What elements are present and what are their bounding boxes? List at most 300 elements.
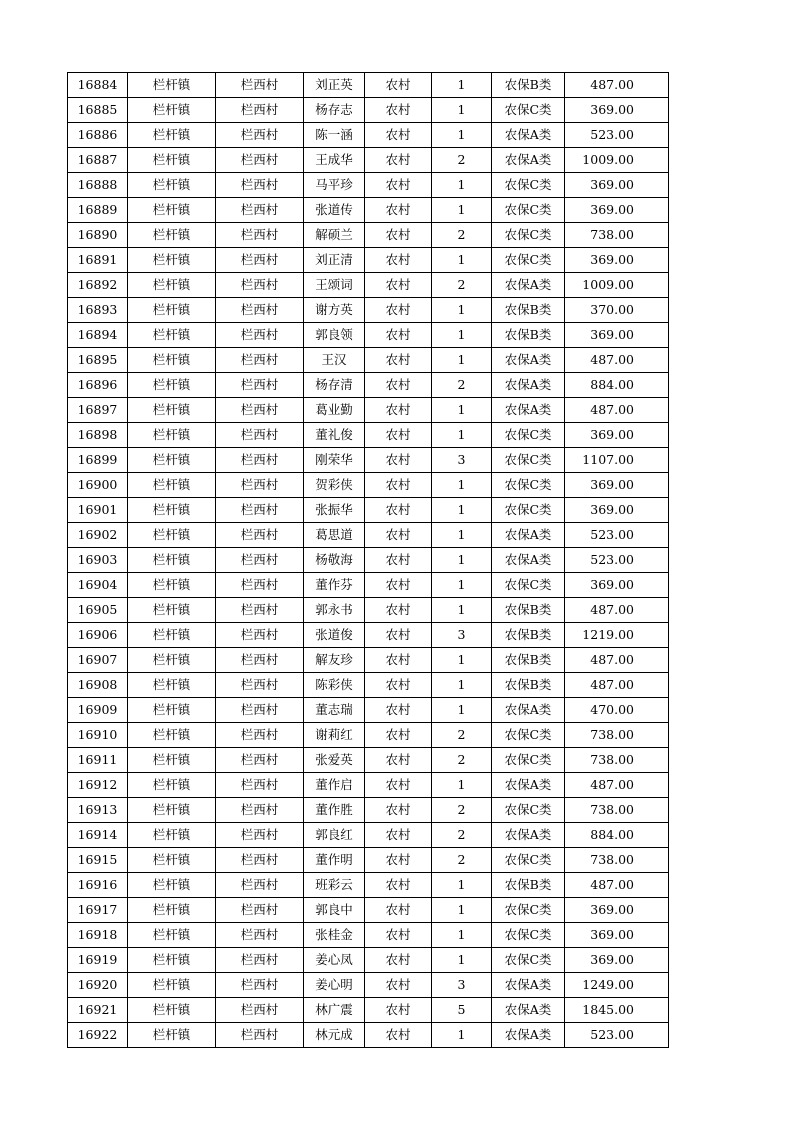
table-row <box>68 648 669 673</box>
cell-member-count: 2 <box>432 798 492 823</box>
cell-household-type: 农村 <box>365 773 432 798</box>
cell-township: 栏杆镇 <box>128 773 216 798</box>
cell-household-type: 农村 <box>365 698 432 723</box>
cell-township: 栏杆镇 <box>128 873 216 898</box>
cell-amount: 1249.00 <box>565 973 669 998</box>
cell-household-type: 农村 <box>365 673 432 698</box>
table-row <box>68 423 669 448</box>
cell-village: 栏西村 <box>216 248 304 273</box>
cell-township: 栏杆镇 <box>128 948 216 973</box>
cell-amount: 369.00 <box>565 173 669 198</box>
cell-village: 栏西村 <box>216 873 304 898</box>
cell-village: 栏西村 <box>216 573 304 598</box>
cell-insurance-category: 农保A类 <box>492 273 565 298</box>
cell-person-name: 张振华 <box>304 498 365 523</box>
table-row <box>68 948 669 973</box>
cell-record-id: 16904 <box>68 573 128 598</box>
table-row <box>68 1023 669 1048</box>
cell-insurance-category: 农保B类 <box>492 323 565 348</box>
cell-township: 栏杆镇 <box>128 198 216 223</box>
cell-record-id: 16894 <box>68 323 128 348</box>
cell-amount: 738.00 <box>565 748 669 773</box>
cell-insurance-category: 农保A类 <box>492 823 565 848</box>
cell-record-id: 16912 <box>68 773 128 798</box>
table-row <box>68 998 669 1023</box>
cell-member-count: 1 <box>432 698 492 723</box>
cell-village: 栏西村 <box>216 598 304 623</box>
cell-amount: 738.00 <box>565 798 669 823</box>
cell-village: 栏西村 <box>216 548 304 573</box>
cell-household-type: 农村 <box>365 598 432 623</box>
cell-person-name: 杨存志 <box>304 98 365 123</box>
cell-member-count: 1 <box>432 398 492 423</box>
cell-member-count: 1 <box>432 673 492 698</box>
cell-village: 栏西村 <box>216 173 304 198</box>
cell-amount: 369.00 <box>565 473 669 498</box>
cell-insurance-category: 农保A类 <box>492 998 565 1023</box>
cell-person-name: 郭良中 <box>304 898 365 923</box>
cell-member-count: 1 <box>432 348 492 373</box>
table-row <box>68 98 669 123</box>
cell-record-id: 16917 <box>68 898 128 923</box>
cell-township: 栏杆镇 <box>128 348 216 373</box>
cell-amount: 523.00 <box>565 523 669 548</box>
cell-village: 栏西村 <box>216 348 304 373</box>
cell-village: 栏西村 <box>216 823 304 848</box>
cell-village: 栏西村 <box>216 523 304 548</box>
cell-member-count: 1 <box>432 198 492 223</box>
cell-township: 栏杆镇 <box>128 523 216 548</box>
cell-village: 栏西村 <box>216 623 304 648</box>
table-row <box>68 623 669 648</box>
cell-township: 栏杆镇 <box>128 173 216 198</box>
cell-household-type: 农村 <box>365 373 432 398</box>
cell-person-name: 杨存清 <box>304 373 365 398</box>
cell-village: 栏西村 <box>216 973 304 998</box>
cell-household-type: 农村 <box>365 523 432 548</box>
cell-insurance-category: 农保A类 <box>492 973 565 998</box>
table-row <box>68 298 669 323</box>
cell-township: 栏杆镇 <box>128 998 216 1023</box>
cell-insurance-category: 农保C类 <box>492 498 565 523</box>
cell-person-name: 谢方英 <box>304 298 365 323</box>
cell-township: 栏杆镇 <box>128 648 216 673</box>
cell-record-id: 16896 <box>68 373 128 398</box>
cell-amount: 369.00 <box>565 248 669 273</box>
table-row <box>68 348 669 373</box>
cell-village: 栏西村 <box>216 98 304 123</box>
cell-insurance-category: 农保C类 <box>492 573 565 598</box>
cell-record-id: 16890 <box>68 223 128 248</box>
cell-amount: 487.00 <box>565 348 669 373</box>
cell-household-type: 农村 <box>365 148 432 173</box>
cell-member-count: 1 <box>432 473 492 498</box>
cell-household-type: 农村 <box>365 648 432 673</box>
cell-member-count: 2 <box>432 848 492 873</box>
cell-village: 栏西村 <box>216 923 304 948</box>
cell-person-name: 董作启 <box>304 773 365 798</box>
cell-township: 栏杆镇 <box>128 548 216 573</box>
cell-insurance-category: 农保B类 <box>492 648 565 673</box>
cell-insurance-category: 农保C类 <box>492 98 565 123</box>
cell-township: 栏杆镇 <box>128 698 216 723</box>
table-row <box>68 823 669 848</box>
table-row <box>68 548 669 573</box>
cell-member-count: 1 <box>432 523 492 548</box>
cell-member-count: 1 <box>432 298 492 323</box>
cell-person-name: 陈一涵 <box>304 123 365 148</box>
cell-member-count: 2 <box>432 748 492 773</box>
cell-township: 栏杆镇 <box>128 898 216 923</box>
cell-member-count: 1 <box>432 98 492 123</box>
cell-household-type: 农村 <box>365 848 432 873</box>
cell-township: 栏杆镇 <box>128 223 216 248</box>
cell-amount: 523.00 <box>565 548 669 573</box>
cell-township: 栏杆镇 <box>128 673 216 698</box>
cell-person-name: 杨敬海 <box>304 548 365 573</box>
cell-insurance-category: 农保C类 <box>492 923 565 948</box>
cell-record-id: 16886 <box>68 123 128 148</box>
cell-insurance-category: 农保B类 <box>492 873 565 898</box>
cell-township: 栏杆镇 <box>128 723 216 748</box>
table-row <box>68 73 669 98</box>
cell-person-name: 林广震 <box>304 998 365 1023</box>
cell-village: 栏西村 <box>216 798 304 823</box>
cell-township: 栏杆镇 <box>128 123 216 148</box>
cell-record-id: 16897 <box>68 398 128 423</box>
cell-amount: 369.00 <box>565 498 669 523</box>
cell-insurance-category: 农保C类 <box>492 848 565 873</box>
cell-household-type: 农村 <box>365 823 432 848</box>
cell-amount: 369.00 <box>565 198 669 223</box>
cell-township: 栏杆镇 <box>128 248 216 273</box>
cell-township: 栏杆镇 <box>128 598 216 623</box>
table-row <box>68 923 669 948</box>
cell-amount: 1845.00 <box>565 998 669 1023</box>
cell-amount: 369.00 <box>565 573 669 598</box>
cell-township: 栏杆镇 <box>128 373 216 398</box>
table-row <box>68 523 669 548</box>
cell-record-id: 16913 <box>68 798 128 823</box>
cell-record-id: 16887 <box>68 148 128 173</box>
cell-member-count: 1 <box>432 548 492 573</box>
cell-township: 栏杆镇 <box>128 748 216 773</box>
cell-insurance-category: 农保A类 <box>492 373 565 398</box>
cell-record-id: 16918 <box>68 923 128 948</box>
cell-person-name: 王汉 <box>304 348 365 373</box>
cell-township: 栏杆镇 <box>128 823 216 848</box>
cell-township: 栏杆镇 <box>128 98 216 123</box>
cell-person-name: 贺彩侠 <box>304 473 365 498</box>
table-row <box>68 898 669 923</box>
cell-village: 栏西村 <box>216 448 304 473</box>
cell-amount: 487.00 <box>565 73 669 98</box>
cell-amount: 487.00 <box>565 773 669 798</box>
cell-insurance-category: 农保A类 <box>492 698 565 723</box>
cell-township: 栏杆镇 <box>128 573 216 598</box>
cell-record-id: 16895 <box>68 348 128 373</box>
cell-record-id: 16905 <box>68 598 128 623</box>
cell-member-count: 2 <box>432 373 492 398</box>
table-row <box>68 473 669 498</box>
cell-record-id: 16900 <box>68 473 128 498</box>
cell-household-type: 农村 <box>365 923 432 948</box>
cell-person-name: 解硕兰 <box>304 223 365 248</box>
cell-record-id: 16889 <box>68 198 128 223</box>
cell-insurance-category: 农保A类 <box>492 398 565 423</box>
cell-member-count: 1 <box>432 123 492 148</box>
cell-amount: 487.00 <box>565 598 669 623</box>
cell-amount: 470.00 <box>565 698 669 723</box>
cell-household-type: 农村 <box>365 873 432 898</box>
cell-village: 栏西村 <box>216 773 304 798</box>
cell-household-type: 农村 <box>365 273 432 298</box>
cell-village: 栏西村 <box>216 298 304 323</box>
cell-person-name: 王颂词 <box>304 273 365 298</box>
cell-amount: 487.00 <box>565 873 669 898</box>
cell-insurance-category: 农保C类 <box>492 198 565 223</box>
cell-household-type: 农村 <box>365 748 432 773</box>
cell-member-count: 1 <box>432 323 492 348</box>
cell-amount: 884.00 <box>565 823 669 848</box>
table-row <box>68 198 669 223</box>
cell-record-id: 16910 <box>68 723 128 748</box>
cell-person-name: 王成华 <box>304 148 365 173</box>
cell-township: 栏杆镇 <box>128 848 216 873</box>
cell-township: 栏杆镇 <box>128 973 216 998</box>
cell-record-id: 16888 <box>68 173 128 198</box>
cell-person-name: 谢莉红 <box>304 723 365 748</box>
cell-member-count: 1 <box>432 898 492 923</box>
cell-village: 栏西村 <box>216 948 304 973</box>
cell-village: 栏西村 <box>216 673 304 698</box>
cell-member-count: 2 <box>432 148 492 173</box>
cell-record-id: 16901 <box>68 498 128 523</box>
cell-insurance-category: 农保B类 <box>492 298 565 323</box>
cell-household-type: 农村 <box>365 73 432 98</box>
cell-village: 栏西村 <box>216 198 304 223</box>
cell-township: 栏杆镇 <box>128 923 216 948</box>
cell-household-type: 农村 <box>365 473 432 498</box>
table-row <box>68 398 669 423</box>
cell-insurance-category: 农保A类 <box>492 148 565 173</box>
cell-person-name: 董礼俊 <box>304 423 365 448</box>
cell-insurance-category: 农保C类 <box>492 223 565 248</box>
cell-household-type: 农村 <box>365 998 432 1023</box>
table-row <box>68 323 669 348</box>
cell-household-type: 农村 <box>365 948 432 973</box>
cell-township: 栏杆镇 <box>128 73 216 98</box>
cell-amount: 369.00 <box>565 923 669 948</box>
cell-household-type: 农村 <box>365 198 432 223</box>
cell-amount: 369.00 <box>565 423 669 448</box>
cell-member-count: 3 <box>432 973 492 998</box>
cell-household-type: 农村 <box>365 723 432 748</box>
cell-member-count: 1 <box>432 873 492 898</box>
cell-member-count: 1 <box>432 648 492 673</box>
cell-person-name: 董作明 <box>304 848 365 873</box>
cell-person-name: 姜心明 <box>304 973 365 998</box>
cell-person-name: 郭良红 <box>304 823 365 848</box>
cell-member-count: 1 <box>432 948 492 973</box>
cell-person-name: 刘正清 <box>304 248 365 273</box>
cell-village: 栏西村 <box>216 498 304 523</box>
cell-insurance-category: 农保C类 <box>492 473 565 498</box>
cell-amount: 1107.00 <box>565 448 669 473</box>
cell-village: 栏西村 <box>216 123 304 148</box>
cell-person-name: 张道传 <box>304 198 365 223</box>
table-row <box>68 748 669 773</box>
cell-person-name: 马平珍 <box>304 173 365 198</box>
cell-insurance-category: 农保A类 <box>492 348 565 373</box>
cell-insurance-category: 农保A类 <box>492 773 565 798</box>
cell-person-name: 张爱英 <box>304 748 365 773</box>
cell-record-id: 16921 <box>68 998 128 1023</box>
cell-record-id: 16914 <box>68 823 128 848</box>
cell-village: 栏西村 <box>216 723 304 748</box>
cell-person-name: 班彩云 <box>304 873 365 898</box>
cell-person-name: 林元成 <box>304 1023 365 1048</box>
cell-township: 栏杆镇 <box>128 398 216 423</box>
cell-person-name: 董作胜 <box>304 798 365 823</box>
cell-member-count: 3 <box>432 448 492 473</box>
cell-member-count: 1 <box>432 1023 492 1048</box>
cell-amount: 738.00 <box>565 848 669 873</box>
cell-township: 栏杆镇 <box>128 498 216 523</box>
cell-township: 栏杆镇 <box>128 323 216 348</box>
cell-record-id: 16902 <box>68 523 128 548</box>
cell-person-name: 刚荣华 <box>304 448 365 473</box>
table-row <box>68 698 669 723</box>
cell-household-type: 农村 <box>365 973 432 998</box>
cell-person-name: 董志瑞 <box>304 698 365 723</box>
cell-insurance-category: 农保C类 <box>492 798 565 823</box>
cell-record-id: 16909 <box>68 698 128 723</box>
cell-record-id: 16907 <box>68 648 128 673</box>
cell-insurance-category: 农保C类 <box>492 423 565 448</box>
cell-amount: 884.00 <box>565 373 669 398</box>
table-row <box>68 723 669 748</box>
cell-person-name: 葛业勤 <box>304 398 365 423</box>
cell-insurance-category: 农保C类 <box>492 173 565 198</box>
cell-record-id: 16891 <box>68 248 128 273</box>
cell-record-id: 16908 <box>68 673 128 698</box>
cell-amount: 738.00 <box>565 223 669 248</box>
cell-village: 栏西村 <box>216 1023 304 1048</box>
cell-household-type: 农村 <box>365 173 432 198</box>
cell-person-name: 张道俊 <box>304 623 365 648</box>
cell-household-type: 农村 <box>365 623 432 648</box>
cell-insurance-category: 农保A类 <box>492 523 565 548</box>
roster-table <box>67 72 669 1048</box>
cell-member-count: 2 <box>432 823 492 848</box>
cell-insurance-category: 农保B类 <box>492 623 565 648</box>
table-row <box>68 848 669 873</box>
cell-record-id: 16919 <box>68 948 128 973</box>
table-row <box>68 773 669 798</box>
cell-person-name: 陈彩侠 <box>304 673 365 698</box>
cell-member-count: 1 <box>432 598 492 623</box>
table-row <box>68 498 669 523</box>
cell-member-count: 2 <box>432 223 492 248</box>
table-row <box>68 273 669 298</box>
cell-record-id: 16920 <box>68 973 128 998</box>
cell-person-name: 郭良领 <box>304 323 365 348</box>
table-row <box>68 598 669 623</box>
cell-member-count: 1 <box>432 423 492 448</box>
cell-village: 栏西村 <box>216 748 304 773</box>
cell-household-type: 农村 <box>365 298 432 323</box>
cell-member-count: 1 <box>432 73 492 98</box>
cell-village: 栏西村 <box>216 323 304 348</box>
cell-record-id: 16899 <box>68 448 128 473</box>
cell-insurance-category: 农保B类 <box>492 673 565 698</box>
cell-record-id: 16916 <box>68 873 128 898</box>
cell-household-type: 农村 <box>365 98 432 123</box>
cell-amount: 370.00 <box>565 298 669 323</box>
cell-record-id: 16892 <box>68 273 128 298</box>
cell-record-id: 16911 <box>68 748 128 773</box>
cell-member-count: 1 <box>432 248 492 273</box>
cell-insurance-category: 农保A类 <box>492 548 565 573</box>
cell-member-count: 1 <box>432 923 492 948</box>
table-row <box>68 223 669 248</box>
cell-person-name: 解友珍 <box>304 648 365 673</box>
cell-record-id: 16903 <box>68 548 128 573</box>
cell-member-count: 3 <box>432 623 492 648</box>
cell-amount: 369.00 <box>565 98 669 123</box>
cell-township: 栏杆镇 <box>128 473 216 498</box>
table-row <box>68 123 669 148</box>
cell-insurance-category: 农保C类 <box>492 948 565 973</box>
table-row <box>68 673 669 698</box>
cell-village: 栏西村 <box>216 223 304 248</box>
cell-household-type: 农村 <box>365 398 432 423</box>
cell-household-type: 农村 <box>365 548 432 573</box>
cell-insurance-category: 农保C类 <box>492 898 565 923</box>
cell-insurance-category: 农保B类 <box>492 73 565 98</box>
cell-insurance-category: 农保C类 <box>492 248 565 273</box>
cell-record-id: 16906 <box>68 623 128 648</box>
cell-amount: 369.00 <box>565 898 669 923</box>
cell-household-type: 农村 <box>365 573 432 598</box>
cell-village: 栏西村 <box>216 398 304 423</box>
cell-member-count: 1 <box>432 173 492 198</box>
cell-record-id: 16898 <box>68 423 128 448</box>
cell-household-type: 农村 <box>365 498 432 523</box>
cell-amount: 487.00 <box>565 398 669 423</box>
cell-record-id: 16884 <box>68 73 128 98</box>
cell-household-type: 农村 <box>365 223 432 248</box>
cell-village: 栏西村 <box>216 848 304 873</box>
cell-amount: 523.00 <box>565 1023 669 1048</box>
cell-village: 栏西村 <box>216 998 304 1023</box>
cell-township: 栏杆镇 <box>128 423 216 448</box>
cell-record-id: 16893 <box>68 298 128 323</box>
cell-amount: 487.00 <box>565 673 669 698</box>
cell-village: 栏西村 <box>216 423 304 448</box>
cell-person-name: 郭永书 <box>304 598 365 623</box>
cell-amount: 1219.00 <box>565 623 669 648</box>
cell-insurance-category: 农保C类 <box>492 723 565 748</box>
cell-township: 栏杆镇 <box>128 1023 216 1048</box>
cell-insurance-category: 农保A类 <box>492 1023 565 1048</box>
cell-member-count: 2 <box>432 273 492 298</box>
cell-household-type: 农村 <box>365 248 432 273</box>
table-row <box>68 873 669 898</box>
cell-amount: 738.00 <box>565 723 669 748</box>
cell-person-name: 葛思道 <box>304 523 365 548</box>
